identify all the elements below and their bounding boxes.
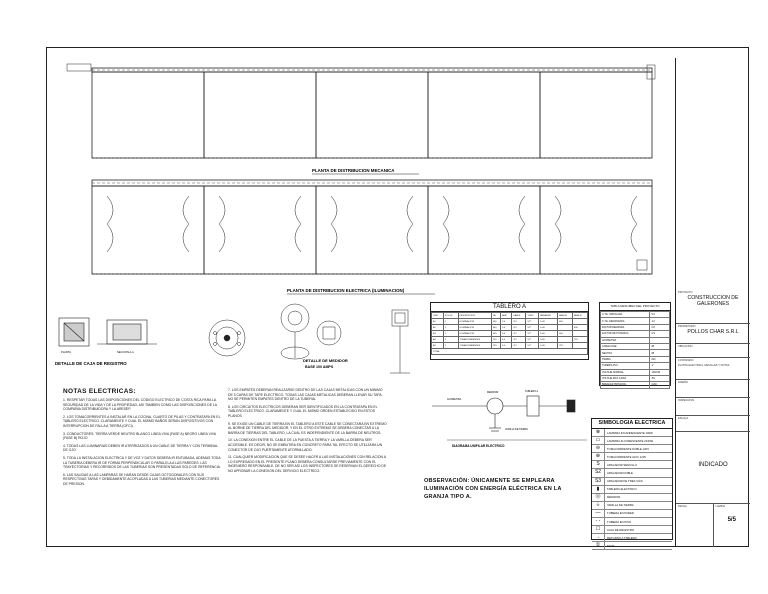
outlet-gfci-icon: ⊕ — [592, 453, 605, 460]
legend-item — [592, 534, 672, 542]
legend-label: APAGADOR SENCILLO — [607, 462, 638, 467]
tb-scale — [676, 432, 750, 504]
simbologia-legend — [591, 418, 673, 549]
tb-location-label: UBICACION — [678, 345, 693, 348]
cell: 6.0 — [501, 337, 512, 343]
legend-item — [592, 494, 672, 502]
cell: 3.6 — [501, 319, 512, 325]
legend-item — [592, 469, 672, 477]
resumen-table — [599, 302, 671, 386]
tb-footer-cells — [676, 504, 750, 547]
tb-owner-label: PROPIETARIO — [678, 325, 696, 328]
switch-3way-icon: S3 — [592, 478, 605, 485]
tb-designer — [676, 380, 750, 398]
cell: 1/2" — [526, 319, 539, 325]
cell: A2 — [432, 325, 444, 331]
cell: VOLTAJE MAX CAIDA — [601, 375, 650, 381]
legend-label: TUBERIA EN PISO — [607, 519, 632, 524]
cell: 4.2 — [650, 318, 670, 324]
electrical-plan — [92, 180, 652, 274]
cell: #10 — [650, 356, 670, 362]
tb-scale-label-row — [676, 416, 750, 432]
cell: 1 — [443, 325, 458, 331]
cell: C.T.E. DEMANDADA — [601, 318, 650, 324]
tb-date-cell — [676, 504, 714, 547]
cell: 1 — [443, 337, 458, 343]
cell: 720 — [491, 343, 500, 349]
legend-label: TUBERIA EN PARED — [607, 511, 634, 516]
legend-item — [592, 445, 672, 453]
cell: 1 — [443, 331, 458, 337]
junction-icon: ☐ — [592, 526, 605, 533]
header-cell: CABLE — [512, 313, 526, 319]
fluorescent-icon: ▭ — [592, 437, 605, 444]
cell: TOMACORRIENTES — [458, 343, 491, 349]
cell: 1" — [650, 363, 670, 369]
cell: A3 — [432, 331, 444, 337]
legend-label: TOMACORRIENTE DOBLE 120V — [607, 446, 650, 451]
tb-project-label: PROYECTO — [678, 291, 693, 294]
cell: 6.0 — [501, 343, 512, 349]
legend-label: LAMPARA INCANDESCENTE 100W — [607, 430, 653, 435]
meter-icon: Ⓜ — [592, 494, 605, 501]
tb-sheet-number: 5/5 — [727, 517, 736, 523]
round-box-detail — [209, 320, 245, 356]
note-item: 7. LOS EMPATES DEBERAN REALIZARSE DENTRO DE LAS CAJAS METALICAS CON UN MINIMO DE 3 CAPAS DE TAPE ELECTRICO. TODAS LAS CAJAS METALICAS DEBERAN LLEVAR SU TAPA. NO SE PERMITEN EMPATES DENTRO DE LA TUBERIA. — [228, 388, 383, 402]
cell: C.T.E. INSTALADA — [601, 312, 650, 318]
switch-double-icon: S2 — [592, 469, 605, 476]
cell: 1x20 — [539, 337, 558, 343]
planta-label: PLANTA — [61, 351, 71, 354]
cell: #8 — [650, 350, 670, 356]
cell: TIERRA — [601, 356, 650, 362]
legend-item — [592, 486, 672, 494]
tb-content-label: CONTENIDO — [678, 359, 694, 362]
legend-item — [592, 502, 672, 510]
conduit-floor-icon: - - — [592, 518, 605, 525]
cell: 3% — [650, 375, 670, 381]
unifilar-diagram — [432, 396, 587, 440]
cell: VOLTAJE NOMINAL — [601, 369, 650, 375]
tablero-a-table — [430, 302, 589, 360]
header-cell: DESCRIPCION — [458, 313, 491, 319]
cell: #12 — [512, 331, 526, 337]
legend-item — [592, 461, 672, 469]
tb-project — [676, 290, 750, 324]
lamp-icon: ⊗ — [592, 429, 605, 436]
cell: 1/2" — [526, 337, 539, 343]
panel-icon: ▮ — [592, 486, 605, 493]
mechanical-plan — [67, 64, 655, 158]
cell: 1/2" — [526, 325, 539, 331]
header-cell: FASE A — [558, 313, 573, 319]
cell: #12 — [512, 325, 526, 331]
cell: 720 — [558, 343, 573, 349]
resumen-grid — [600, 311, 670, 389]
cell: ACOMETIDA — [601, 337, 650, 343]
legend-item — [592, 526, 672, 534]
cell: ILUMINACION — [458, 331, 491, 337]
medidor-detail — [281, 304, 341, 359]
tablero-grid — [431, 312, 588, 355]
medidor-title: DETALLE DE MEDIDOR — [303, 358, 348, 363]
cell: BREAKER PRINCIPAL — [601, 382, 650, 388]
table-total-row — [432, 349, 588, 355]
legend-label: MEDIDOR — [607, 495, 621, 500]
cell: FACTOR DEMANDA — [601, 324, 650, 330]
cell: 1x20 — [539, 343, 558, 349]
tb-inspector-label: INSPECCION — [678, 399, 695, 402]
tb-scale-value: INDICADO — [698, 462, 728, 468]
unifilar-title: DIAGRAMA UNIFILAR ELECTRICO — [452, 444, 505, 448]
tb-inspector — [676, 398, 750, 416]
legend-item — [592, 510, 672, 518]
switch-icon: S — [592, 461, 605, 468]
cell: 400 — [491, 319, 500, 325]
notes-column-2 — [228, 388, 388, 477]
elec-plan-title: PLANTA DE DISTRIBUCION ELECTRICA (ILUMINACION) — [287, 288, 405, 293]
legend-label: APAGADOR DE TRES VIAS — [607, 479, 643, 484]
cell: 1/2" — [526, 343, 539, 349]
note-item: 10. LA CONEXION ENTRE EL CABLE DE LA PUESTA A TIERRA Y LA VARILLA DEBERA SER ACCESIBLE. ES DECIR, NO SE EMBUTIRA EN CONCRETO PARA TAL EFECTO SE UTILIZARA UN CONECTOR DE OJO PUERTAMENTE ATORNILLADO. — [228, 438, 383, 452]
legend-label: APAGADOR DOBLE — [607, 471, 633, 476]
header-cell: TUBO — [526, 313, 539, 319]
cell: 0.8 — [650, 324, 670, 330]
cell: 400 — [491, 325, 500, 331]
tb-designer-label: DISEÑO — [678, 381, 688, 384]
conduit-wall-icon: — — [592, 510, 605, 517]
cell: TUBERIA PVC — [601, 363, 650, 369]
table-row — [601, 382, 670, 388]
note-item: 3. CONDUCTORES: TIERRA VERDE NEUTRO BLANCO LINEA VIVA (FASE A) NEGRO LINEA VIVA (FASE B) ROJO — [63, 431, 216, 441]
tb-scale-label: ESCALA — [678, 417, 689, 420]
total-label: TOTAL — [432, 349, 588, 355]
header-cell: CIRC — [432, 313, 444, 319]
unifilar-label-1: ACOMETIDA — [447, 398, 462, 401]
note-item: 4. TODAS LAS LUMINARIAS DEBEN IR ATERRIZADOS A UN CABLE DE TIERRA Y CON TERMINAL DE OJO. — [63, 443, 218, 453]
resumen-title: TABLA RESUMEN DEL PROYECTO — [600, 303, 670, 311]
unifilar-label-2: MEDIDOR — [487, 391, 499, 394]
tb-sheet-cell — [714, 504, 751, 547]
tb-owner — [676, 324, 750, 344]
header-cell: FASE B — [572, 313, 587, 319]
cell: 3.6 — [501, 325, 512, 331]
cell: #12 — [512, 337, 526, 343]
legend-label: LAMPARA FLUORESCENTE 2X40W — [607, 438, 654, 443]
unifilar-label-3: TABLERO A — [525, 390, 539, 393]
legend-item — [592, 453, 672, 461]
legend-item — [592, 478, 672, 486]
ground-icon: ⏚ — [592, 502, 605, 509]
tb-date-label: FECHA — [678, 505, 687, 508]
home-run-icon: → — [592, 534, 605, 541]
notes-column-1 — [63, 398, 221, 490]
title-block — [675, 58, 750, 547]
cell: 720 — [491, 337, 500, 343]
cell: 1 — [443, 319, 458, 325]
legend-item — [592, 542, 672, 550]
medidor-subtitle: BASE 100 AMPS — [305, 365, 334, 369]
note-item: 1. RESPETAR TODAS LAS DISPOSICIONES DEL CODIGO ELECTRICO DE COSTA RICA PARA LA SEGURIDAD DE LA VIDA Y DE LA PROPIEDAD, ASI TAMBIEN COMO LAS DISPOSICIONES DE LA COMPAÑIA DISTRIBUIDORA Y LA ARESEP. — [63, 398, 217, 412]
legend-item — [592, 429, 672, 437]
legend-label: CAJA DE REGISTRO — [607, 527, 635, 532]
header-cell: AMP — [501, 313, 512, 319]
unifilar-label-4: VARILLA DE TIERRA — [505, 428, 528, 431]
tb-location — [676, 344, 750, 358]
legend-item — [592, 437, 672, 445]
caja-title: DETALLE DE CAJA DE REGISTRO — [55, 361, 127, 366]
legend-label: NOTA — [607, 543, 615, 548]
cell: 400 — [491, 331, 500, 337]
cell: 400 — [558, 331, 573, 337]
legend-label: VARILLA DE TIERRA — [607, 503, 634, 508]
cell: CABLE FASE — [601, 343, 650, 349]
tb-sheet-label: LAMINA — [715, 505, 726, 508]
cell: 1x20 — [539, 325, 558, 331]
cell: 1/2" — [526, 331, 539, 337]
caja-registro-detail — [59, 318, 157, 346]
tb-footer — [676, 504, 750, 547]
header-cell: VA — [491, 313, 500, 319]
cell: 1x20 — [539, 331, 558, 337]
cell: FACTOR DE POTENCIA — [601, 331, 650, 337]
note-item: 5. TODA LA INSTALACION ELECTRICA Y DE VOZ Y DATOS DEBERA IR ENTUBADA. ADEMAS TODA LA TUBERIA DEBERA IR DE FORMA PERPENDICULAR O PARALELA A LAS PAREDES. LAS TRAYECTORIAS Y RECORRIDOS DE LAS TUBERIAS SON PRESENTADAS SOLO DE REFERENCIA. — [63, 455, 221, 470]
tb-content-value: PLANTA ELECTRICA, DETALLES Y NOTAS — [678, 364, 730, 367]
header-cell: POLOS — [443, 313, 458, 319]
observacion-note: OBSERVACIÓN: ÚNICAMENTE SE EMPLEARA ILUMINACIÓN CON ENERGÍA ELÉCTRICA EN LA GRANJA TIPO A. — [424, 478, 562, 500]
cell: #12 — [512, 319, 526, 325]
note-item: 2. LOS TOMACORRIENTES A INSTALAR EN LA COCINA, CUARTO DE PILAS Y CONTRATAPA EN EL TABLERO ELECTRICO. CLARAMENTE Y CUAL EL MISMO BAÑOS SERAN DISPOSITIVOS CON INTERRUPCION DE FALLA A TIERRA (GFCI). — [63, 414, 221, 428]
cell: 120/240 — [650, 369, 670, 375]
header-cell: BREAKER — [539, 313, 558, 319]
cell: #12 — [512, 343, 526, 349]
cell: NEUTRO — [601, 350, 650, 356]
cell: 1 — [443, 343, 458, 349]
cell: A4 — [432, 337, 444, 343]
mech-plan-title: PLANTA DE DISTRIBUCION MECANICA — [312, 168, 395, 173]
notes-title: NOTAS ELECTRICAS: — [63, 388, 136, 395]
legend-label: TABLERO ELECTRICO — [607, 487, 637, 492]
cell: ILUMINACION — [458, 319, 491, 325]
note-item: 8. LOS CIRCUITOS ELECTRICOS DEBERAN SER IDENTIFICADOS EN LA CONTRATAPA EN EL TABLERO ELECTRICO. CLARAMENTE Y CUAL EL MISMO ORDEN ESTABLECIDO EN ESTOS PLANOS. — [228, 404, 378, 418]
legend-item — [592, 518, 672, 526]
cell: TOMACORRIENTES — [458, 337, 491, 343]
cell: 0.9 — [650, 331, 670, 337]
cell: #8 — [650, 343, 670, 349]
cell: 1x20 — [539, 319, 558, 325]
note-icon: ① — [592, 542, 605, 549]
cell: 720 — [572, 337, 587, 343]
pole-detail — [390, 310, 410, 373]
simbologia-title: SIMBOLOGIA ELECTRICA — [592, 419, 672, 429]
cell: 400 — [558, 319, 573, 325]
tb-project-name: CONSTRUCCION DE GALERONES — [687, 295, 739, 307]
cell: ILUMINACION — [458, 325, 491, 331]
cell: A5 — [432, 343, 444, 349]
cell: 3.6 — [501, 331, 512, 337]
legend-label: RETORNO A TABLERO — [607, 535, 637, 540]
tb-owner-name: POLLOS CHAR S.R.L — [687, 329, 739, 335]
seccion-label: SECCION A-A — [117, 351, 134, 354]
note-item: 6. LAS SALIDAS A LAS LAMPARAS SE HARAN DESDE CAJAS OCTOGONALES CON SUS RESPECTIVAS TAPAS Y DEBIDAMENTE ACOPLADAS A LAS TUBERIAS MEDIANTE CONECTORES DE PRESION. — [63, 472, 220, 486]
cell: 400 — [572, 325, 587, 331]
cell: 5.6 — [650, 312, 670, 318]
cell: 2x60 — [650, 382, 670, 388]
tb-content — [676, 358, 750, 380]
tablero-title: TABLERO A — [431, 303, 588, 312]
cell: A1 — [432, 319, 444, 325]
note-item: 11. CUALQUIER MODIFICACION QUE SE DESEE HACER A LAS INSTALACIONES CON RELACION A LO EXPRESADO EN EL PRESENTE PLANO DEBERA CONSULTARSE PREVIAMENTE CON EL INGENIERO RESPONSABLE. DE NO SER ASI LOS INSPECTORES SE RESERVAN EL DERECHO DE NO APROBAR LA CONEXION DEL SERVICIO ELECTRICO. — [228, 455, 387, 473]
outlet-icon: ⊖ — [592, 445, 605, 452]
note-item: 9. SE EXIGE UN CABLE DE TIERRA EN EL TABLERO A ESTE CABLE SE CONECTARA EN EXTREMO AL BORNE DE TIERRA DEL MEDIDOR, Y EN EL OTRO EXTREMO SE DEBERA CONECTAR A LA BARRA DE TIERRAS DEL TABLERO, LA CUAL ES INDEPENDIENTE DE LA BARRA DE NEUTROS. — [228, 421, 387, 435]
legend-label: TOMACORRIENTE GFCI 120V — [607, 454, 647, 459]
